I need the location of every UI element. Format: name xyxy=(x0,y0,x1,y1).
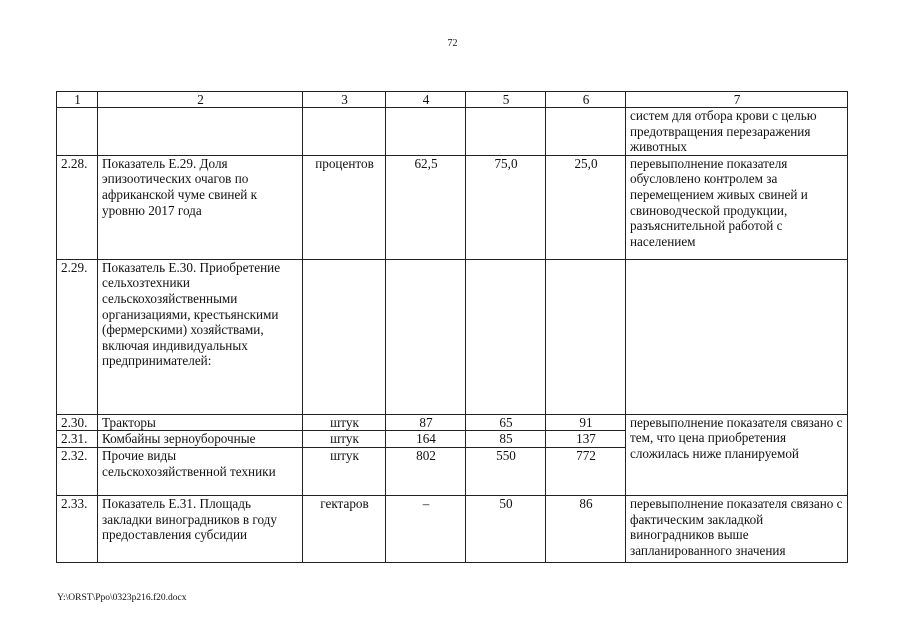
row-number: 2.32. xyxy=(57,447,98,495)
value-cell xyxy=(546,108,626,156)
value-cell xyxy=(546,259,626,414)
header-cell: 3 xyxy=(303,92,386,108)
unit-cell: штук xyxy=(303,447,386,495)
value-cell xyxy=(386,108,466,156)
value-cell: 25,0 xyxy=(546,155,626,259)
unit-cell: гектаров xyxy=(303,495,386,562)
unit-cell: штук xyxy=(303,414,386,431)
value-cell: 550 xyxy=(466,447,546,495)
explanation-cell xyxy=(626,259,848,414)
table-row-continuation xyxy=(57,108,848,156)
unit-cell xyxy=(303,108,386,156)
value-cell xyxy=(386,259,466,414)
header-cell: 7 xyxy=(626,92,848,108)
indicator-name xyxy=(98,108,303,156)
table-row xyxy=(57,495,848,562)
explanation-cell: перевыполнение показателя связано с тем, что цена приобретения сложилась ниже планируемой xyxy=(626,414,848,495)
value-cell: 164 xyxy=(386,431,466,448)
row-number: 2.29. xyxy=(57,259,98,414)
indicator-name: Прочие виды сельскохозяйственной техники xyxy=(98,447,303,495)
header-cell: 5 xyxy=(466,92,546,108)
row-number: 2.33. xyxy=(57,495,98,562)
value-cell: 85 xyxy=(466,431,546,448)
indicator-name: Показатель Е.31. Площадь закладки виноградников в году предоставления субсидии xyxy=(98,495,303,562)
header-cell: 1 xyxy=(57,92,98,108)
row-number xyxy=(57,108,98,156)
explanation-cell: перевыполнение показателя связано с фактическим закладкой виноградников выше запланированного значения xyxy=(626,495,848,562)
value-cell: 772 xyxy=(546,447,626,495)
indicator-name: Комбайны зерноуборочные xyxy=(98,431,303,448)
page-number: 72 xyxy=(447,38,458,49)
explanation-cell: систем для отбора крови с целью предотвращения перезаражения животных xyxy=(626,108,848,156)
explanation-cell: перевыполнение показателя обусловлено контролем за перемещением живых свиней и свиноводческой продукции, разъяснительной работой с населением xyxy=(626,155,848,259)
header-cell: 2 xyxy=(98,92,303,108)
indicator-name: Показатель Е.30. Приобретение сельхозтехники сельскохозяйственными организациями, крестьянскими (фермерскими) хозяйствами, включая индивидуальных предпринимателей: xyxy=(98,259,303,414)
value-cell: 87 xyxy=(386,414,466,431)
unit-cell: штук xyxy=(303,431,386,448)
table-row xyxy=(57,414,848,431)
table-header-row xyxy=(57,92,848,108)
value-cell: 91 xyxy=(546,414,626,431)
indicators-table xyxy=(56,91,848,563)
value-cell: 137 xyxy=(546,431,626,448)
header-cell: 6 xyxy=(546,92,626,108)
value-cell: 802 xyxy=(386,447,466,495)
row-number: 2.31. xyxy=(57,431,98,448)
value-cell: 50 xyxy=(466,495,546,562)
indicator-name: Тракторы xyxy=(98,414,303,431)
value-cell xyxy=(466,259,546,414)
unit-cell: процентов xyxy=(303,155,386,259)
table-row xyxy=(57,155,848,259)
value-cell: – xyxy=(386,495,466,562)
indicator-name: Показатель Е.29. Доля эпизоотических очагов по африканской чуме свиней к уровню 2017 года xyxy=(98,155,303,259)
table-row xyxy=(57,259,848,414)
value-cell: 75,0 xyxy=(466,155,546,259)
unit-cell xyxy=(303,259,386,414)
value-cell: 86 xyxy=(546,495,626,562)
row-number: 2.28. xyxy=(57,155,98,259)
value-cell: 65 xyxy=(466,414,546,431)
header-cell: 4 xyxy=(386,92,466,108)
value-cell xyxy=(466,108,546,156)
value-cell: 62,5 xyxy=(386,155,466,259)
footer-file-path: Y:\ORST\Ppo\0323p216.f20.docx xyxy=(57,593,187,603)
row-number: 2.30. xyxy=(57,414,98,431)
